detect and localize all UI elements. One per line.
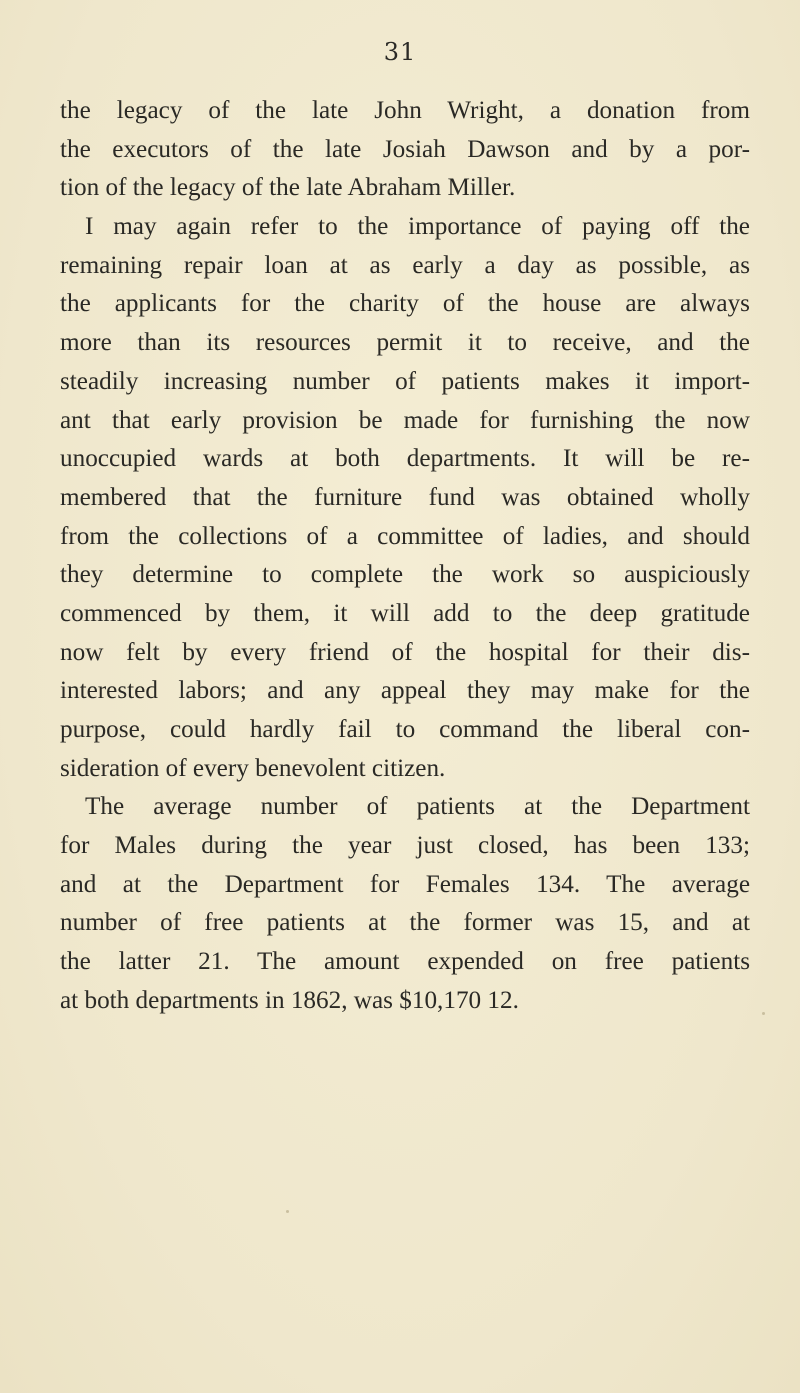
text-line: commenced by them, it will add to the deep gratitude [60,599,750,627]
text-line: the applicants for the charity of the house are always [60,290,750,318]
text-line: the executors of the late Josiah Dawson and by a por- [60,135,750,163]
text-line: purpose, could hardly fail to command the liberal con- [60,716,750,743]
text-line: the latter 21. The amount expended on free patients [60,948,750,976]
text-line: at both departments in 1862, was $10,170 12. [60,986,519,1014]
text-line: for Males during the year just closed, has been 133; [60,832,750,860]
page-number: 31 [383,38,417,66]
text-line: sideration of every benevolent citizen. [60,754,446,782]
text-line: number of free patients at the former was 15, and at [60,909,750,937]
text-line: and at the Department for Females 134. The average [60,870,750,898]
text-line: tion of the legacy of the late Abraham Miller. [60,174,516,202]
text-line: now felt by every friend of the hospital for their dis- [60,638,750,666]
text-line: The average number of patients at the Department [85,793,750,821]
paper-speck [762,1012,765,1015]
text-line: ant that early provision be made for furnishing the now [60,406,750,434]
text-line: they determine to complete the work so auspiciously [60,561,750,589]
text-line: the legacy of the late John Wright, a donation from [60,97,750,124]
text-line: I may again refer to the importance of paying off the [85,213,750,241]
paper-speck [286,1210,289,1213]
text-line: membered that the furniture fund was obtained wholly [60,483,750,511]
text-line: steadily increasing number of patients makes it import- [60,367,750,395]
body-text [60,92,750,1021]
text-line: interested labors; and any appeal they may make for the [60,677,750,705]
text-line: more than its resources permit it to receive, and the [60,329,750,357]
text-line: from the collections of a committee of ladies, and should [60,522,750,550]
text-line: remaining repair loan at as early a day as possible, as [60,251,750,279]
text-line: unoccupied wards at both departments. It will be re- [60,445,750,473]
